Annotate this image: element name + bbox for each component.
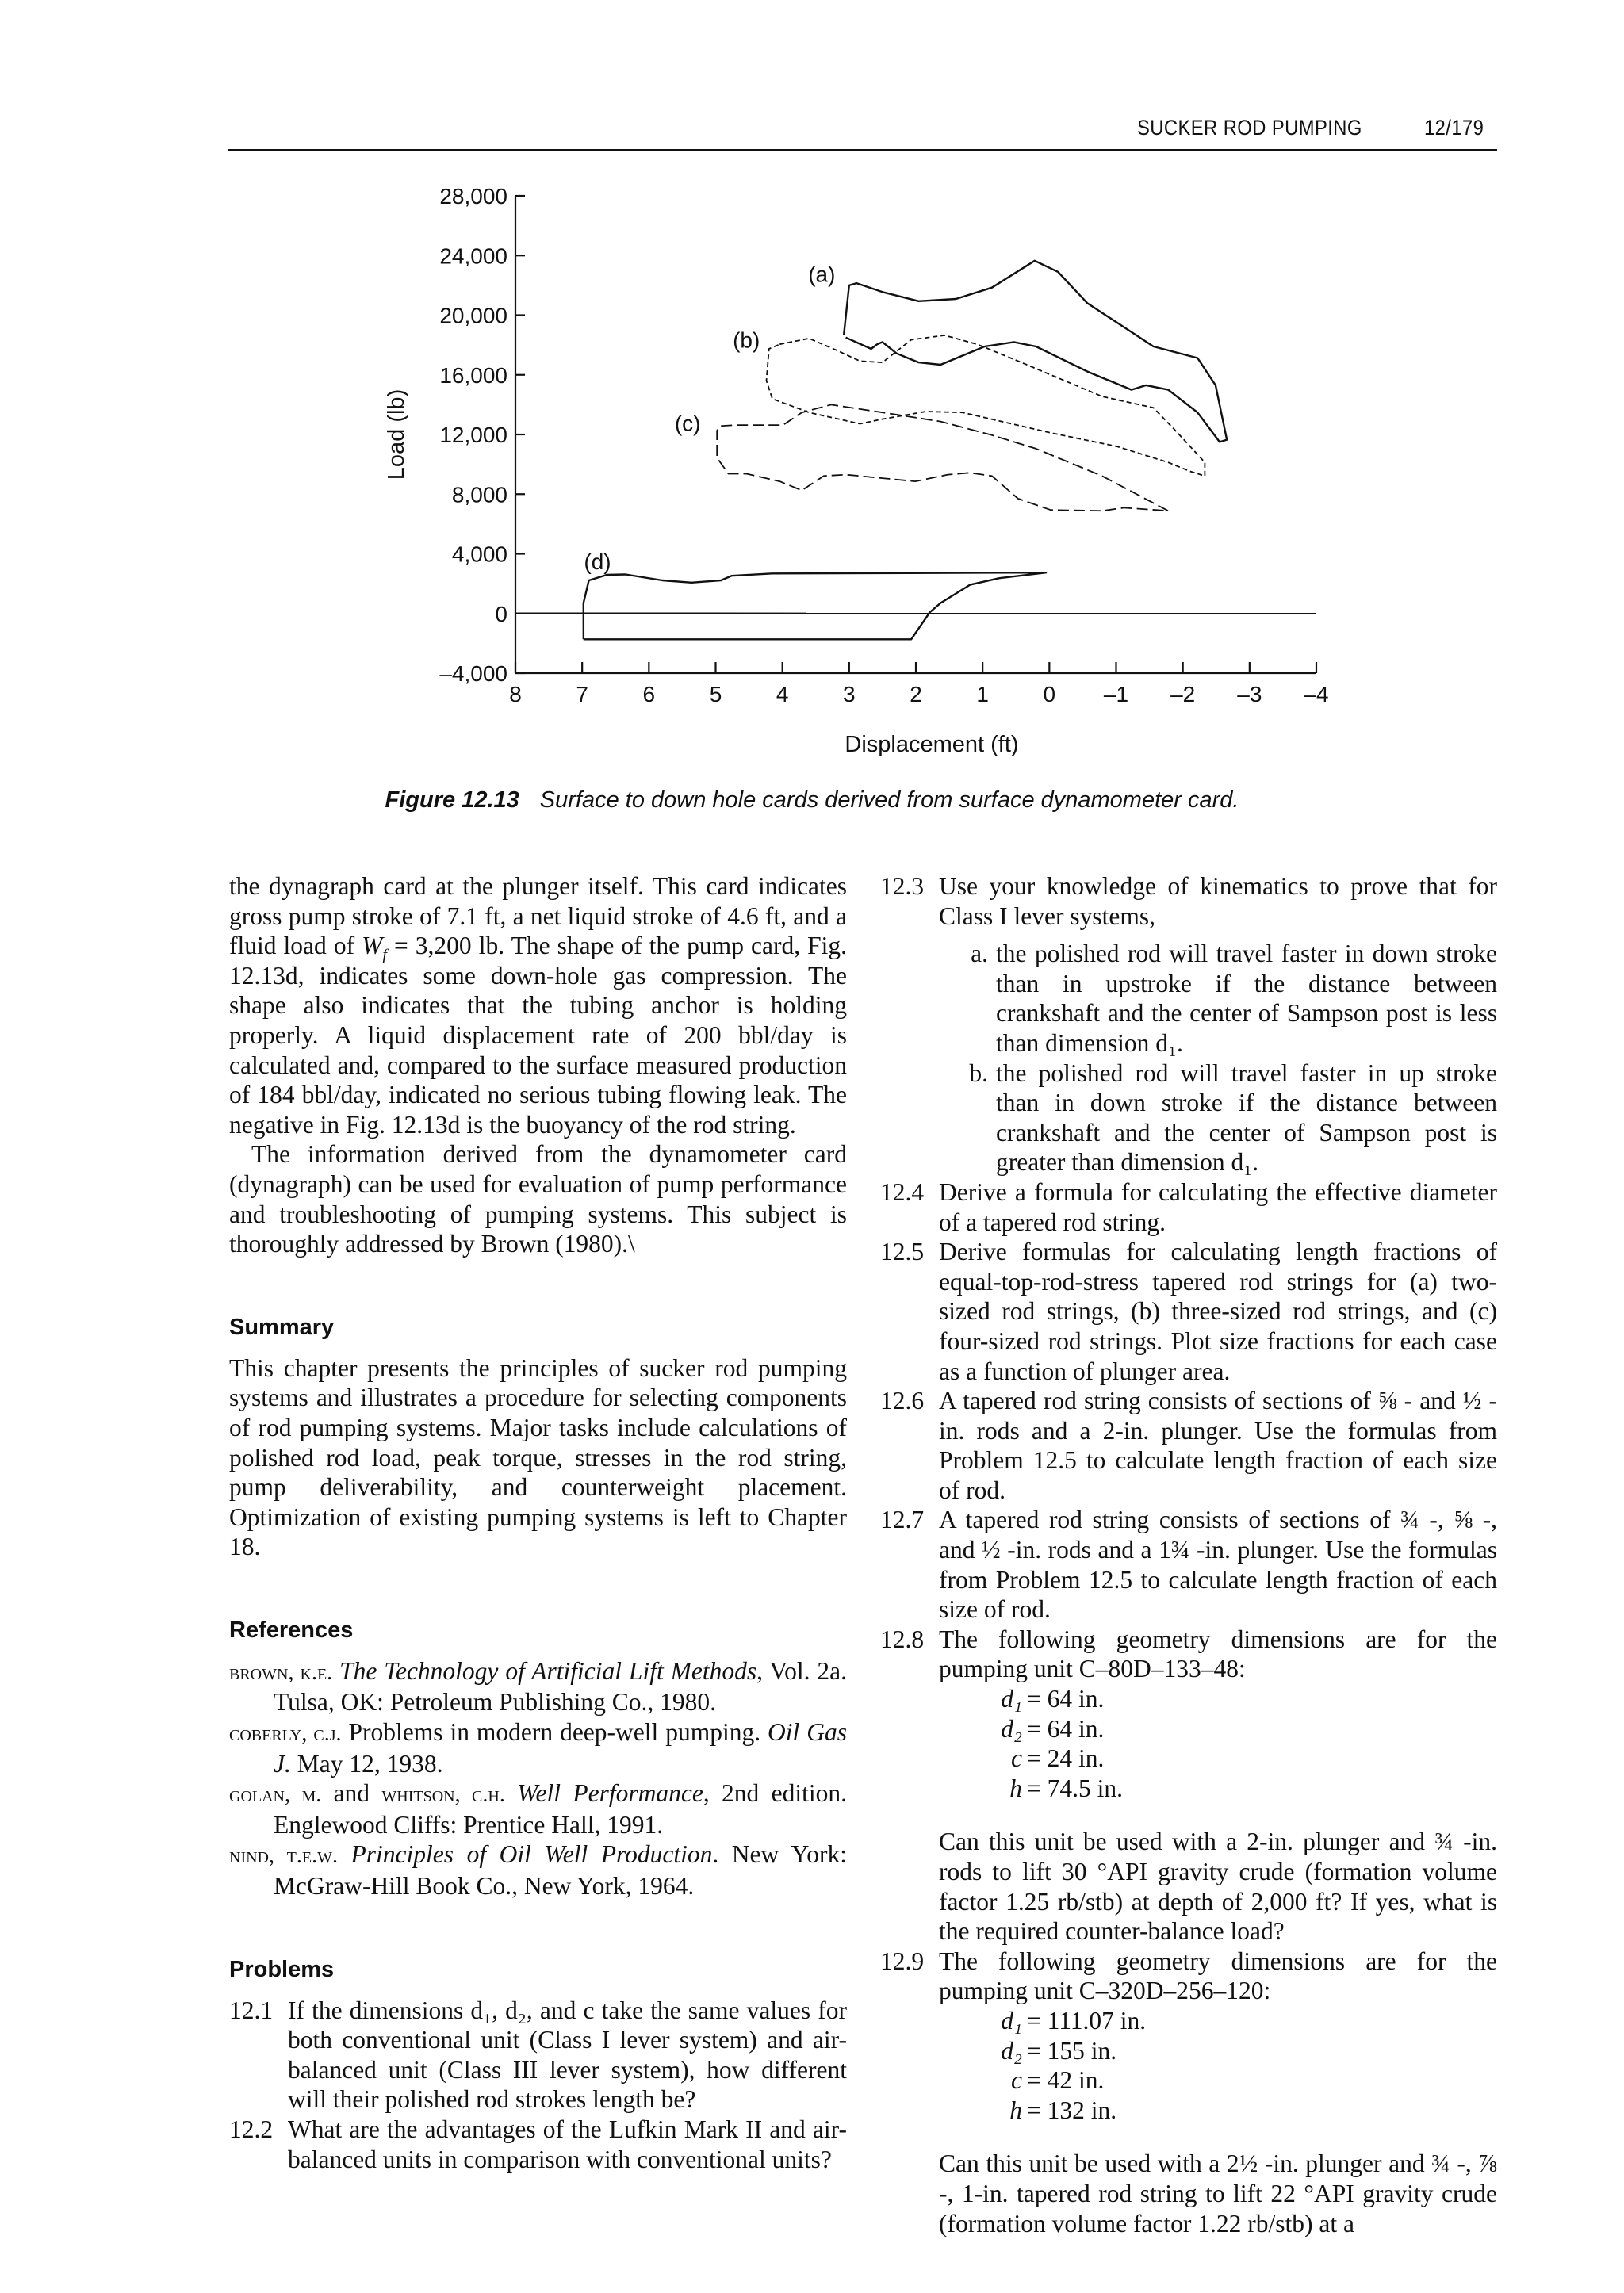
- x-tick-label: 8: [509, 682, 522, 706]
- problem-12-6: [880, 1386, 1497, 1505]
- sub-item-label: b.: [969, 1058, 988, 1087]
- ref-text: , Vol. 2a. Tulsa, OK: Petroleum Publishing Co., 1980.: [274, 1656, 847, 1717]
- ref-author: nind, t.e.w.: [229, 1843, 338, 1869]
- figure-label: Figure 12.13: [385, 787, 519, 813]
- eq-lhs: d₁: [1001, 1685, 1022, 1713]
- y-tick-label: 28,000: [439, 184, 508, 209]
- problem-number: 12.6: [880, 1387, 925, 1415]
- reference-item: [229, 1717, 847, 1778]
- eq-rhs: = 132 in.: [1027, 2096, 1117, 2124]
- problem-number: 12.9: [880, 1947, 925, 1975]
- x-tick-label: 4: [776, 682, 789, 706]
- text: the dynagraph card at the plunger itself. This card indicates gross pump stroke of 7.1 ft, a net liquid stroke of 4.6 ft, and a fluid load of: [229, 872, 847, 960]
- y-tick-label: 16,000: [439, 362, 508, 388]
- eq-rhs: = 42 in.: [1027, 2066, 1105, 2095]
- x-tick-label: 1: [976, 682, 989, 706]
- problem-12-8: [880, 1625, 1497, 1947]
- y-tick-label: 12,000: [439, 423, 508, 447]
- eq-rhs: = 111.07 in.: [1027, 2006, 1147, 2035]
- sub-item-b: [939, 1058, 1497, 1177]
- dimension-list: [939, 1684, 1497, 1803]
- ref-title: Well Performance: [504, 1779, 703, 1808]
- eq-lhs: h: [1009, 2096, 1022, 2124]
- ref-title: Oil Gas J.: [274, 1718, 848, 1778]
- eq-lhs: d₁: [1001, 2006, 1022, 2035]
- x-tick-label: –2: [1170, 682, 1196, 706]
- problem-number: 12.5: [880, 1238, 925, 1266]
- running-title: SUCKER ROD PUMPING: [1137, 116, 1362, 140]
- x-tick-label: 3: [843, 682, 856, 706]
- ref-text: . New York: McGraw-Hill Book Co., New York, 1964.: [274, 1840, 847, 1901]
- text: = 3,200 lb. The shape of the pump card, Fig. 12.13d, indicates some down-hole gas compression. The shape also indicates that the tubing anchor is holding properly. A liquid displacement rate of 200 bbl/day is calculated and, compared to the surface measured production of 184 bbl/day, indicated no serious tubing flowing leak. The negative in Fig. 12.13d is the buoyancy of the rod string.: [229, 932, 848, 1139]
- summary-heading: Summary: [229, 1314, 335, 1340]
- problem-12-4: [880, 1177, 1497, 1237]
- eq-lhs: c: [1011, 1744, 1022, 1773]
- problem-text: Use your knowledge of kinematics to prove that for Class I lever systems,: [939, 872, 1497, 930]
- reference-item: [229, 1839, 847, 1901]
- problem-text: The following geometry dimensions are for the pumping unit C–80D–133–48:: [939, 1625, 1497, 1683]
- problem-number: 12.4: [880, 1177, 925, 1206]
- reference-item: [229, 1778, 847, 1839]
- eq-lhs: d₂: [1001, 1714, 1022, 1743]
- problem-text: If the dimensions d₁, d₂, and c take the same values for both conventional unit (Class I lever system) and air-balanced unit (Class III lever system), how different will their polished rod strokes length be?: [288, 1996, 847, 2114]
- body-paragraph-2: The information derived from the dynamometer card (dynagraph) can be used for evaluation of pump performance and troubleshooting of pumping systems. This subject is thoroughly addressed by Brown (1980).\: [229, 1140, 847, 1258]
- x-tick-label: 5: [709, 682, 722, 706]
- figure-caption-text: Surface to down hole cards derived from surface dynamometer card.: [539, 787, 1239, 813]
- x-tick-label: –4: [1304, 682, 1329, 706]
- ref-text: and: [321, 1779, 382, 1808]
- series-label: (a): [808, 262, 836, 287]
- series-label: (c): [674, 411, 701, 436]
- variable: W: [362, 932, 383, 960]
- problem-number: 12.1: [229, 1996, 274, 2024]
- y-tick-label: 20,000: [439, 303, 508, 328]
- y-axis-label: Load (lb): [384, 389, 409, 480]
- ref-text: Problems in modern deep-well pumping.: [341, 1718, 768, 1747]
- summary-text: This chapter presents the principles of sucker rod pumping systems and illustrates a procedure for selecting components of rod pumping systems. Major tasks include calculations of polished rod load, peak torque, stresses in the rod string, pump deliverability, and counterweight placement. Optimization of existing pumping systems is left to Chapter 18.: [229, 1353, 847, 1561]
- page-number: 12/179: [1424, 116, 1484, 140]
- problem-text: Derive a formula for calculating the effective diameter of a tapered rod string.: [939, 1177, 1497, 1236]
- problem-text: A tapered rod string consists of sections of ¾ -, ⅝ -, and ½ -in. rods and a 1¾ -in. plunger. Use the formulas from Problem 12.5 to calculate length fraction of each size of rod.: [939, 1506, 1497, 1624]
- figure-chart: [0, 0, 1624, 777]
- ref-title: The Technology of Artificial Lift Methods: [339, 1656, 757, 1685]
- references-heading: References: [229, 1617, 354, 1643]
- x-tick-label: 6: [642, 682, 656, 706]
- ref-text: [332, 1657, 339, 1685]
- sub-item-label: a.: [971, 940, 988, 968]
- eq-rhs: = 64 in.: [1027, 1714, 1105, 1743]
- problem-text: What are the advantages of the Lufkin Mark II and air-balanced units in comparison with conventional units?: [288, 2115, 847, 2173]
- problem-12-2: [229, 2115, 847, 2174]
- eq-rhs: = 155 in.: [1027, 2036, 1117, 2065]
- problem-12-5: [880, 1237, 1497, 1386]
- x-tick-label: –3: [1237, 682, 1262, 706]
- x-tick-label: 2: [910, 682, 922, 706]
- problem-text: The following geometry dimensions are for the pumping unit C–320D–256–120:: [939, 1947, 1497, 2005]
- sub-item-text: the polished rod will travel faster in down stroke than in upstroke if the distance between crankshaft and the center of Sampson post is less than dimension d₁.: [996, 940, 1497, 1057]
- right-column: [880, 871, 1497, 2238]
- series-a: [844, 261, 1227, 442]
- eq-rhs: = 64 in.: [1027, 1685, 1105, 1713]
- x-tick-label: –1: [1103, 682, 1129, 706]
- problem-12-1: [229, 1996, 847, 2115]
- problem-12-3: [880, 871, 1497, 1177]
- x-tick-label: 0: [1043, 682, 1056, 706]
- problem-question: Can this unit be used with a 2½ -in. plunger and ¾ -, ⅞ -, 1-in. tapered rod string to lift 22 °API gravity crude (formation volume factor 1.22 rb/stb) at a: [939, 2149, 1497, 2237]
- y-tick-label: 0: [495, 601, 508, 626]
- eq-rhs: = 24 in.: [1027, 1744, 1105, 1773]
- subscript: f: [382, 946, 387, 964]
- problem-number: 12.8: [880, 1625, 925, 1653]
- ref-author: whitson, c.h.: [381, 1782, 505, 1808]
- series-d: [584, 572, 1046, 639]
- y-tick-label: 24,000: [439, 243, 508, 269]
- ref-text: May 12, 1938.: [290, 1749, 443, 1778]
- ref-author: golan, m.: [229, 1782, 322, 1808]
- problem-number: 12.2: [229, 2115, 274, 2143]
- x-axis-label: Displacement (ft): [845, 732, 1019, 757]
- series-c: [717, 404, 1168, 511]
- problem-text: A tapered rod string consists of sections of ⅝ - and ½ -in. rods and a 2-in. plunger. Use the formulas from Problem 12.5 to calculate length fraction of each size of rod.: [939, 1387, 1497, 1504]
- eq-rhs: = 74.5 in.: [1027, 1774, 1124, 1802]
- sub-item-text: the polished rod will travel faster in up stroke than in down stroke if the distance between crankshaft and the center of Sampson post is greater than dimension d₁.: [996, 1058, 1497, 1177]
- ref-title: Principles of Oil Well Production: [350, 1840, 713, 1869]
- problems-heading: Problems: [229, 1956, 335, 1982]
- eq-lhs: c: [1011, 2066, 1022, 2095]
- x-tick-label: 7: [576, 682, 588, 706]
- eq-lhs: h: [1009, 1774, 1022, 1802]
- left-column: [229, 871, 847, 2174]
- ref-text: [338, 1840, 351, 1868]
- y-tick-label: –4,000: [439, 661, 508, 686]
- ref-author: brown, k.e.: [229, 1659, 333, 1685]
- series-label: (b): [733, 327, 760, 353]
- series-b: [767, 335, 1205, 476]
- y-tick-label: 8,000: [451, 482, 508, 507]
- problem-question: Can this unit be used with a 2-in. plunger and ¾ -in. rods to lift 30 °API gravity crude (formation volume factor 1.25 rb/stb) at depth of 2,000 ft? If yes, what is the required counter-balance load?: [939, 1828, 1497, 1946]
- problem-number: 12.3: [880, 872, 925, 900]
- eq-lhs: d₂: [1001, 2036, 1022, 2065]
- series-label: (d): [584, 549, 611, 574]
- sub-item-a: [939, 939, 1497, 1058]
- ref-text: , 2nd edition. Englewood Cliffs: Prentice Hall, 1991.: [274, 1779, 847, 1839]
- figure-caption: [0, 787, 1624, 813]
- reference-item: [229, 1656, 847, 1717]
- problem-text: Derive formulas for calculating length fractions of equal-top-rod-stress tapered rod strings for (a) two-sized rod strings, (b) three-sized rod strings, and (c) four-sized rod strings. Plot size fractions for each case as a function of plunger area.: [939, 1238, 1497, 1385]
- body-paragraph-1: [229, 871, 847, 1139]
- problem-number: 12.7: [880, 1506, 925, 1534]
- problem-12-7: [880, 1505, 1497, 1624]
- y-tick-label: 4,000: [451, 542, 508, 567]
- dimension-list: [939, 2006, 1497, 2125]
- ref-author: coberly, c.j.: [229, 1721, 342, 1747]
- problem-12-9: [880, 1947, 1497, 2238]
